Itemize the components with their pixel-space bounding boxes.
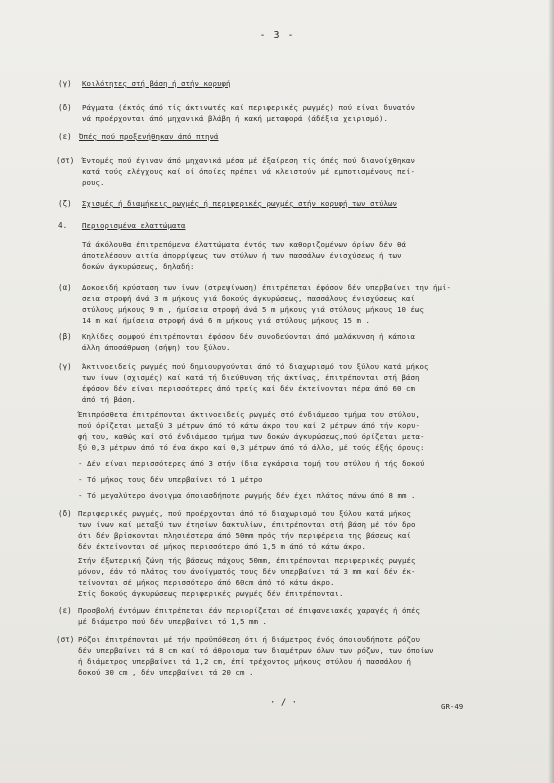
section-intro: άποτελέσουν αιτία άπορρίψεως των στύλων ή των πασσάλων ένισχύσεως ή των xyxy=(82,251,402,260)
item-text: ότι δέν βρίσκονται πλησιέστερα άπό 50mm πρός τήν περιφέρεια της βάσεως καί xyxy=(78,531,411,540)
item-text: σεια στροφή άνά 3 m μήκους γιά δοκούς άγκυρώσεως, πασσάλους ένισχύσεως καί xyxy=(82,294,415,303)
item-text: των ίνων (σχισμές) καί κατά τή διεύθυνση τής άκτίνας, έπιτρέπονται στή βάση xyxy=(82,373,420,382)
section-intro: δοκών άγκυρώσεως, δηλαδή: xyxy=(82,262,195,271)
item-label: (α) xyxy=(58,283,72,292)
page-number: - 3 - xyxy=(259,30,295,41)
item-text: δοκού 30 cm , δέν υπερβαίνει τά 20 cm . xyxy=(78,668,254,677)
item-text: Έπιπρόσθετα έπιτρέπονται άκτινοειδείς ρωγμές στό ένδιάμεσο τμήμα του στύλου, xyxy=(78,410,420,419)
item-text: των ίνων καί μεταξύ των έτησίων δακτυλίων, έπιτρέπονται στή βάση μέ τόν δρο xyxy=(78,520,416,529)
item-text: Στίς δοκούς άγκυρώσεως περιφερικές ρωγμές δέν έπιτρέπονται. xyxy=(78,589,344,598)
item-text: Περιφερικές ρωγμές, πού προέρχονται άπό τό διαχωρισμό του ξύλου κατά μήκος xyxy=(78,509,411,518)
item-text: μόνον, έάν τό πλάτος του άνοίγματός τους δέν υπερβαίνει τά 3 mm καί δέν έκ- xyxy=(78,567,416,576)
page-edge-shadow xyxy=(548,0,554,783)
item-text: κατά τούς ελέγχους καί οί όποίες πρέπει νά κλειστούν μέ εμποτισμένους πεί- xyxy=(82,167,415,176)
item-text: ή διάμετρος υπερβαίνει τά 1,2 cm, έπί τρέχοντος μήκους στύλου ή πασσάλου ή xyxy=(78,657,411,666)
item-label: (δ) xyxy=(58,509,72,518)
item-text: Έντομές πού έγιναν άπό μηχανικά μέσα μέ έξαίρεση τίς όπές πού διανοίχθηκαν xyxy=(82,156,415,165)
item-label: (γ) xyxy=(58,362,72,371)
item-text: - Δέν είναι περισσότερες άπό 3 στήν ίδια εγκάρσια τομή του στύλου ή τής δοκού xyxy=(78,459,425,468)
item-text: Κηλίδες σομφού έπιτρέπονται έφόσον δέν συνοδεύονται άπό μαλάκυνση ή κάποια xyxy=(82,332,415,341)
item-text: Ράγματα (έκτός άπό τίς άκτινωτές καί περιφερικές ρωγμές) πού είναι δυνατόν xyxy=(82,103,415,112)
section-number: 4. xyxy=(58,221,68,230)
item-text: νά προέρχονται άπό μηχανικά βλάβη ή κακή μεταφορά (άδέξια χειρισμό). xyxy=(82,114,388,123)
item-text: Ρόζοι έπιτρέπονται μέ τήν προϋπόθεση ότι ή διάμετρος ένός όποιουδήποτε ρόζου xyxy=(78,635,420,644)
item-text: Σχισμές ή διαμήκεις ρωγμές ή περιφερικές ρωγμές στήν κορυφή των στύλων xyxy=(82,199,397,208)
item-text: - Τό μεγαλύτερο άνοιγμα όποιασδήποτε ρωγμής δέν έχει πλάτος πάνω άπό 8 mm . xyxy=(78,491,416,500)
document-code: GR-49 xyxy=(441,702,464,711)
item-text: Κοιλότητες στή βάση ή στήν κορυφή xyxy=(82,79,231,88)
item-label: (στ) xyxy=(56,635,75,644)
item-text: στύλους μήκους 9 m , ήμίσεια στροφή άνά 5 m μήκους γιά στύλους μήκους 10 έως xyxy=(82,305,424,314)
item-label: (ζ) xyxy=(58,199,72,208)
item-text: δέν υπερβαίνει τά 8 cm καί τό άθροισμα των διαμέτρων όλων των ρόζων, των όποίων xyxy=(78,646,434,655)
item-text: δέν έκτείνονται σέ μήκος περισσότερο άπό 1,5 m άπό τό κάτω άκρο. xyxy=(78,542,366,551)
item-text: έφόσον δέν είναι περισσότερες άπό τρείς καί δέν έκτείνονται πέρα άπό 60 cm xyxy=(82,384,415,393)
item-text: - Τό μήκος τους δέν υπερβαίνει τό 1 μέτρο xyxy=(78,475,263,484)
item-label: (ε) xyxy=(58,132,72,141)
item-text: τείνονται σέ μήκος περισσότερο άπό 60cm άπό τό κάτω άκρο. xyxy=(78,578,335,587)
item-label: (στ) xyxy=(56,156,75,165)
item-text: άλλη άποσάθρωση (σήψη) του ξύλου. xyxy=(82,343,231,352)
item-text: Δοκοειδή κρύσταση των ίνων (στρεψίνωση) έπιτρέπεται έφόσον δέν υπερβαίνει την ήμί- xyxy=(82,283,451,292)
section-title: Περιορισμένα ελαττώματα xyxy=(82,221,186,230)
item-text: φή του, καθώς καί στό ένδιάμεσο τμήμα των δοκών άγκυρώσεως,πού όρίζεται μετα- xyxy=(78,432,425,441)
item-label: (ε) xyxy=(58,606,72,615)
item-text: πού όρίζεται μεταξύ 3 μέτρων άπό τό κάτω άκρο του καί 2 μέτρων άπό τήν κορυ- xyxy=(78,421,420,430)
item-text: Άκτινοειδείς ρωγμές πού δημιουργούνται άπό τό διαχωρισμό του ξύλου κατά μήκος xyxy=(82,362,429,371)
item-label: (β) xyxy=(58,332,72,341)
item-text: Όπές πού προξενήθηκαν άπό πτηνά xyxy=(79,132,219,141)
item-text: ρους. xyxy=(82,178,105,187)
item-text: Προσβολή έντόμων έπιτρέπεται έάν περιορίζεται σέ έπιφανειακές χαραγές ή όπές xyxy=(78,606,420,615)
item-label: (δ) xyxy=(58,103,72,112)
item-text: ξύ 0,3 μέτρων άπό τό ένα άκρο καί 0,3 μέτρων άπό τό άλλο, μέ τούς έξής όρους: xyxy=(78,443,425,452)
item-text: 14 m καί ήμίσεια στροφή άνά 6 m μήκους γιά στύλους μήκους 15 m . xyxy=(82,316,370,325)
item-label: (γ) xyxy=(58,79,72,88)
item-text: άπό τή βάση. xyxy=(82,395,136,404)
page-footer-mark: · / · xyxy=(270,698,298,708)
item-text: Στήν έξωτερική ζώνη τής βάσεως πάχους 50mm, έπιτρέπονται περιφερικές ρωγμές xyxy=(78,556,416,565)
item-text: μέ διάμετρο πού δέν υπερβαίνει τό 1,5 mm . xyxy=(78,617,267,626)
section-intro: Τά άκόλουθα έπιτρεπόμενα έλαττώματα έντός των καθοριζομένων όρίων δέν θά xyxy=(82,240,406,249)
